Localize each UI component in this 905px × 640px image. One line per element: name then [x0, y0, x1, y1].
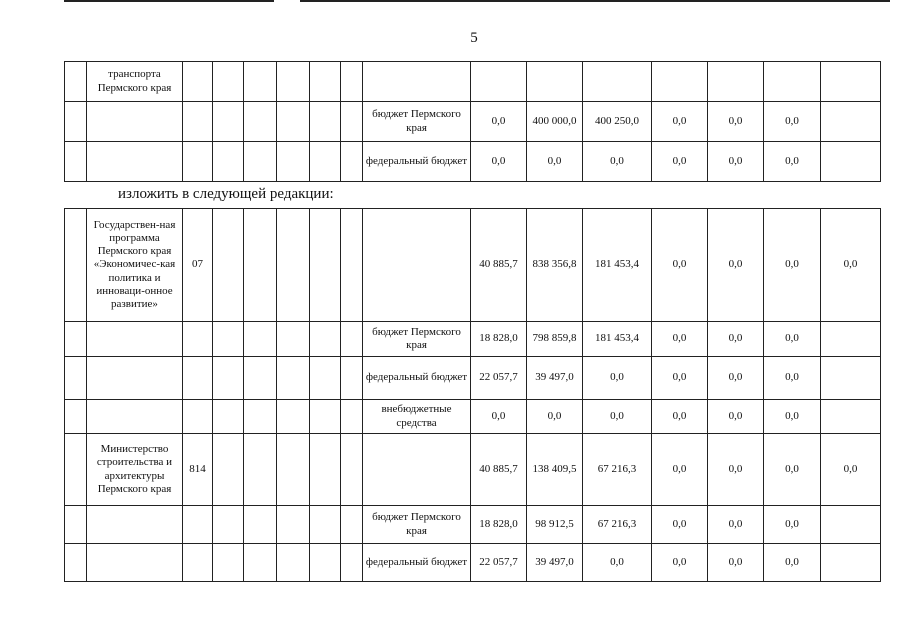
- cell-empty: [244, 506, 277, 544]
- cell-empty: [244, 322, 277, 357]
- cell-value: 0,0: [764, 544, 821, 582]
- table-row: [65, 62, 881, 102]
- cell-source: бюджет Пермского края: [363, 322, 471, 357]
- table-row: [65, 544, 881, 582]
- cell-value: 0,0: [652, 434, 708, 506]
- cell-empty: [65, 142, 87, 182]
- cell-empty: [244, 544, 277, 582]
- cell-name: транспорта Пермского края: [87, 62, 183, 102]
- cell-empty: [277, 544, 310, 582]
- cell-empty: [310, 142, 341, 182]
- top-rule-left: [64, 0, 274, 2]
- table-row: [65, 209, 881, 322]
- cell-value: [821, 357, 881, 400]
- cell-name: [87, 506, 183, 544]
- cell-source: бюджет Пермского края: [363, 506, 471, 544]
- cell-empty: [65, 102, 87, 142]
- cell-value: 18 828,0: [471, 506, 527, 544]
- cell-empty: [277, 322, 310, 357]
- cell-value: [764, 62, 821, 102]
- cell-empty: [341, 209, 363, 322]
- top-rule-right: [300, 0, 890, 2]
- cell-value: [652, 62, 708, 102]
- cell-empty: [65, 400, 87, 434]
- cell-value: 40 885,7: [471, 434, 527, 506]
- table-new-version: [64, 208, 881, 582]
- cell-empty: [65, 434, 87, 506]
- cell-name: Государствен-ная программа Пермского края «Экономичес-кая политика и инноваци-онное развитие»: [87, 209, 183, 322]
- cell-empty: [277, 400, 310, 434]
- cell-code: [183, 400, 213, 434]
- cell-value: 0,0: [708, 209, 764, 322]
- cell-code: [183, 322, 213, 357]
- cell-empty: [341, 102, 363, 142]
- table-row: [65, 400, 881, 434]
- cell-code: [183, 357, 213, 400]
- cell-value: 0,0: [764, 400, 821, 434]
- cell-empty: [341, 434, 363, 506]
- cell-empty: [213, 357, 244, 400]
- cell-empty: [65, 62, 87, 102]
- cell-empty: [277, 434, 310, 506]
- amendment-phrase: изложить в следующей редакции:: [118, 186, 334, 202]
- table-row: [65, 434, 881, 506]
- cell-empty: [65, 506, 87, 544]
- cell-empty: [213, 142, 244, 182]
- cell-empty: [310, 62, 341, 102]
- cell-value: 0,0: [708, 322, 764, 357]
- cell-value: 39 497,0: [527, 357, 583, 400]
- cell-value: 0,0: [652, 209, 708, 322]
- cell-name: [87, 357, 183, 400]
- cell-source: федеральный бюджет: [363, 544, 471, 582]
- cell-value: 0,0: [764, 434, 821, 506]
- cell-name: [87, 322, 183, 357]
- cell-source: [363, 434, 471, 506]
- cell-value: [821, 102, 881, 142]
- cell-code: 814: [183, 434, 213, 506]
- cell-empty: [213, 544, 244, 582]
- page-number: 5: [470, 30, 478, 46]
- cell-value: 0,0: [708, 102, 764, 142]
- cell-value: 98 912,5: [527, 506, 583, 544]
- cell-value: 0,0: [708, 357, 764, 400]
- cell-value: [821, 142, 881, 182]
- cell-value: 0,0: [821, 209, 881, 322]
- cell-value: 0,0: [708, 506, 764, 544]
- cell-empty: [310, 400, 341, 434]
- cell-value: 0,0: [708, 434, 764, 506]
- cell-value: 0,0: [471, 102, 527, 142]
- cell-value: 0,0: [764, 209, 821, 322]
- cell-code: [183, 62, 213, 102]
- cell-value: 0,0: [527, 142, 583, 182]
- cell-value: 0,0: [652, 357, 708, 400]
- table-row: [65, 506, 881, 544]
- cell-empty: [310, 544, 341, 582]
- cell-empty: [213, 506, 244, 544]
- cell-value: 0,0: [583, 142, 652, 182]
- cell-value: 18 828,0: [471, 322, 527, 357]
- cell-empty: [341, 400, 363, 434]
- cell-value: [821, 62, 881, 102]
- cell-empty: [65, 544, 87, 582]
- cell-name: [87, 400, 183, 434]
- cell-empty: [310, 209, 341, 322]
- cell-value: 0,0: [708, 400, 764, 434]
- cell-empty: [310, 434, 341, 506]
- cell-value: 0,0: [527, 400, 583, 434]
- cell-empty: [310, 102, 341, 142]
- cell-empty: [213, 322, 244, 357]
- cell-empty: [244, 209, 277, 322]
- table-row: [65, 322, 881, 357]
- cell-value: 0,0: [583, 400, 652, 434]
- cell-empty: [341, 506, 363, 544]
- cell-value: 0,0: [821, 434, 881, 506]
- cell-source: федеральный бюджет: [363, 357, 471, 400]
- cell-empty: [277, 62, 310, 102]
- cell-value: 0,0: [764, 102, 821, 142]
- cell-source: [363, 209, 471, 322]
- cell-value: 0,0: [764, 322, 821, 357]
- cell-source: [363, 62, 471, 102]
- cell-source: федеральный бюджет: [363, 142, 471, 182]
- cell-value: 0,0: [764, 506, 821, 544]
- cell-empty: [244, 400, 277, 434]
- cell-name: [87, 102, 183, 142]
- cell-code: [183, 544, 213, 582]
- cell-value: 181 453,4: [583, 322, 652, 357]
- cell-empty: [213, 434, 244, 506]
- cell-empty: [244, 357, 277, 400]
- cell-value: [821, 544, 881, 582]
- cell-empty: [341, 544, 363, 582]
- cell-empty: [341, 357, 363, 400]
- cell-value: [471, 62, 527, 102]
- table-row: [65, 357, 881, 400]
- cell-empty: [277, 142, 310, 182]
- cell-empty: [277, 209, 310, 322]
- cell-empty: [213, 102, 244, 142]
- cell-value: 0,0: [652, 506, 708, 544]
- cell-empty: [244, 434, 277, 506]
- cell-value: 0,0: [652, 322, 708, 357]
- cell-value: 0,0: [471, 142, 527, 182]
- cell-value: 0,0: [652, 400, 708, 434]
- cell-empty: [310, 357, 341, 400]
- cell-code: [183, 506, 213, 544]
- cell-value: 22 057,7: [471, 544, 527, 582]
- cell-name: [87, 544, 183, 582]
- cell-value: 0,0: [583, 357, 652, 400]
- cell-value: 400 000,0: [527, 102, 583, 142]
- cell-value: [821, 506, 881, 544]
- cell-code: [183, 102, 213, 142]
- cell-empty: [310, 322, 341, 357]
- cell-value: [708, 62, 764, 102]
- cell-code: 07: [183, 209, 213, 322]
- cell-empty: [213, 209, 244, 322]
- cell-value: 67 216,3: [583, 434, 652, 506]
- cell-empty: [244, 142, 277, 182]
- cell-empty: [341, 322, 363, 357]
- cell-value: 22 057,7: [471, 357, 527, 400]
- cell-value: 0,0: [708, 544, 764, 582]
- cell-value: [583, 62, 652, 102]
- cell-empty: [213, 62, 244, 102]
- cell-value: 40 885,7: [471, 209, 527, 322]
- cell-value: 798 859,8: [527, 322, 583, 357]
- cell-empty: [244, 62, 277, 102]
- cell-value: 138 409,5: [527, 434, 583, 506]
- cell-empty: [244, 102, 277, 142]
- cell-value: 0,0: [708, 142, 764, 182]
- cell-empty: [310, 506, 341, 544]
- cell-value: [821, 400, 881, 434]
- cell-value: [821, 322, 881, 357]
- cell-empty: [65, 209, 87, 322]
- cell-value: 838 356,8: [527, 209, 583, 322]
- cell-empty: [213, 400, 244, 434]
- cell-empty: [277, 102, 310, 142]
- cell-value: 0,0: [652, 142, 708, 182]
- cell-code: [183, 142, 213, 182]
- cell-name: Министерство строительства и архитектуры Пермского края: [87, 434, 183, 506]
- cell-empty: [341, 62, 363, 102]
- cell-empty: [65, 322, 87, 357]
- cell-value: 0,0: [652, 102, 708, 142]
- cell-value: 400 250,0: [583, 102, 652, 142]
- cell-value: 181 453,4: [583, 209, 652, 322]
- cell-empty: [341, 142, 363, 182]
- table-row: [65, 102, 881, 142]
- cell-empty: [277, 357, 310, 400]
- cell-name: [87, 142, 183, 182]
- cell-value: 0,0: [471, 400, 527, 434]
- table-previous-version: [64, 61, 881, 182]
- cell-source: бюджет Пермского края: [363, 102, 471, 142]
- cell-value: 39 497,0: [527, 544, 583, 582]
- cell-value: 0,0: [764, 142, 821, 182]
- table-row: [65, 142, 881, 182]
- cell-empty: [65, 357, 87, 400]
- cell-value: 0,0: [764, 357, 821, 400]
- cell-source: внебюджетные средства: [363, 400, 471, 434]
- cell-value: 0,0: [583, 544, 652, 582]
- cell-value: 67 216,3: [583, 506, 652, 544]
- cell-empty: [277, 506, 310, 544]
- cell-value: 0,0: [652, 544, 708, 582]
- cell-value: [527, 62, 583, 102]
